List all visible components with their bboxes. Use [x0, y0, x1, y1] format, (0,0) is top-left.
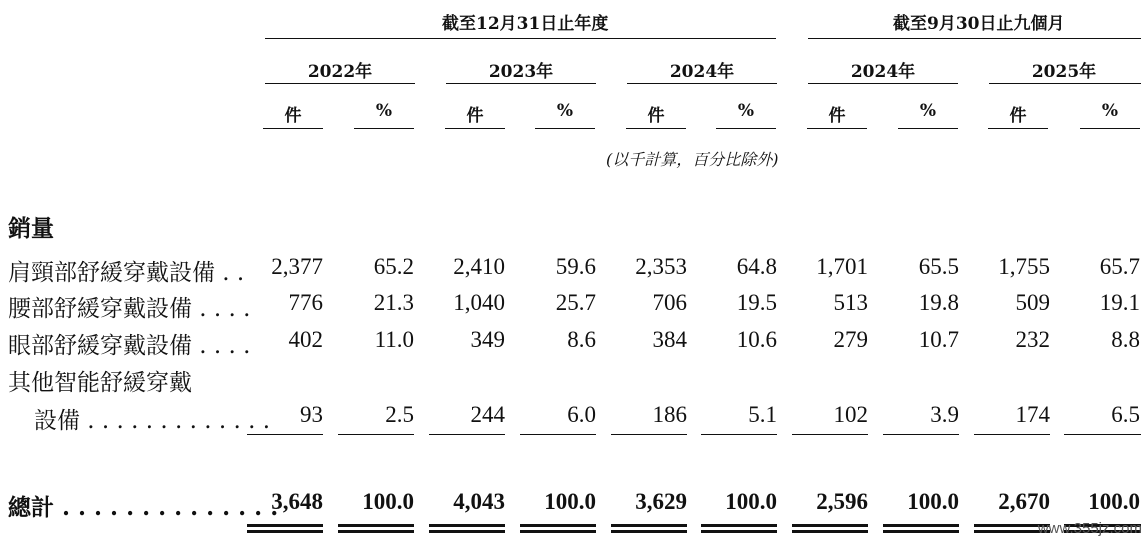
table-cell: 2.5 — [385, 402, 414, 427]
table-cell: 244 — [470, 402, 505, 427]
year-rule-2024 — [627, 83, 777, 84]
unit-note: (以千計算，百分比除外) — [606, 150, 779, 169]
total-cell: 2,596 — [816, 489, 868, 514]
unit-header: % — [375, 101, 393, 121]
subtotal-rule — [883, 434, 959, 435]
total-cell: 100.0 — [544, 489, 596, 514]
table-cell: 3.9 — [930, 402, 959, 427]
subtotal-rule — [520, 434, 596, 435]
table-cell: 19.1 — [1099, 290, 1140, 315]
table-cell: 186 — [652, 402, 687, 427]
total-label: 總計 . . . . . . . . . . . . . . — [8, 494, 279, 521]
total-double-rule — [792, 524, 868, 533]
table-cell: 93 — [300, 402, 323, 427]
unit-header: 件 — [1009, 106, 1027, 126]
total-double-rule — [883, 524, 959, 533]
table-cell: 10.6 — [736, 327, 777, 352]
table-cell: 25.7 — [555, 290, 596, 315]
year-rule-2024-nine-months — [808, 83, 958, 84]
unit-header: 件 — [828, 106, 846, 126]
total-double-rule — [701, 524, 777, 533]
table-cell: 2,377 — [271, 254, 323, 279]
year-header-2024-nine-months: 2024年 — [850, 62, 916, 82]
subtotal-rule — [429, 434, 505, 435]
group-header-nine-months-rule — [808, 38, 1141, 39]
year-header-2022: 2022年 — [307, 62, 373, 82]
total-cell: 3,629 — [635, 489, 687, 514]
watermark: www.355jz.com — [1037, 520, 1142, 537]
unit-header: % — [1101, 101, 1119, 121]
table-cell: 1,755 — [998, 254, 1050, 279]
subtotal-rule — [611, 434, 687, 435]
table-cell: 5.1 — [748, 402, 777, 427]
table-cell: 8.8 — [1111, 327, 1140, 352]
table-cell: 2,353 — [635, 254, 687, 279]
row-label: 腰部舒緩穿戴設備 . . . . — [8, 296, 251, 322]
row-label-continued: 設備 . . . . . . . . . . . . . — [34, 408, 271, 434]
unit-header: % — [919, 101, 937, 121]
table-cell: 384 — [652, 327, 687, 352]
unit-rule — [716, 128, 776, 129]
subtotal-rule — [338, 434, 414, 435]
table-cell: 21.3 — [373, 290, 414, 315]
table-cell: 402 — [288, 327, 323, 352]
total-cell: 3,648 — [271, 489, 323, 514]
year-header-2025: 2025年 — [1031, 62, 1097, 82]
year-rule-2023 — [446, 83, 596, 84]
table-cell: 8.6 — [567, 327, 596, 352]
table-cell: 64.8 — [736, 254, 777, 279]
subtotal-rule — [247, 434, 323, 435]
table-cell: 19.5 — [736, 290, 777, 315]
table-cell: 1,040 — [453, 290, 505, 315]
table-cell: 2,410 — [453, 254, 505, 279]
table-cell: 513 — [833, 290, 868, 315]
table-cell: 59.6 — [555, 254, 596, 279]
year-rule-2025 — [989, 83, 1141, 84]
total-double-rule — [247, 524, 323, 533]
unit-rule — [263, 128, 323, 129]
table-cell: 174 — [1015, 402, 1050, 427]
table-cell: 279 — [833, 327, 868, 352]
total-cell: 100.0 — [725, 489, 777, 514]
table-cell: 19.8 — [918, 290, 959, 315]
group-header-year-rule — [265, 38, 776, 39]
unit-rule — [535, 128, 595, 129]
year-header-2023: 2023年 — [488, 62, 554, 82]
unit-rule — [898, 128, 958, 129]
table-cell: 6.5 — [1111, 402, 1140, 427]
unit-rule — [1080, 128, 1140, 129]
unit-rule — [626, 128, 686, 129]
row-label: 其他智能舒緩穿戴 — [8, 370, 192, 396]
table-cell: 509 — [1015, 290, 1050, 315]
unit-header: 件 — [466, 106, 484, 126]
table-cell: 349 — [470, 327, 505, 352]
table-cell: 776 — [288, 290, 323, 315]
unit-rule — [807, 128, 867, 129]
table-cell: 65.7 — [1099, 254, 1140, 279]
total-double-rule — [338, 524, 414, 533]
total-cell: 100.0 — [907, 489, 959, 514]
table-cell: 232 — [1015, 327, 1050, 352]
subtotal-rule — [974, 434, 1050, 435]
year-header-2024: 2024年 — [669, 62, 735, 82]
table-cell: 65.2 — [373, 254, 414, 279]
table-cell: 6.0 — [567, 402, 596, 427]
row-label: 眼部舒緩穿戴設備 . . . . — [8, 333, 251, 359]
total-double-rule — [520, 524, 596, 533]
table-cell: 706 — [652, 290, 687, 315]
total-cell: 2,670 — [998, 489, 1050, 514]
unit-rule — [445, 128, 505, 129]
unit-rule — [988, 128, 1048, 129]
unit-header: % — [556, 101, 574, 121]
table-cell: 65.5 — [918, 254, 959, 279]
table-cell: 102 — [833, 402, 868, 427]
total-cell: 4,043 — [453, 489, 505, 514]
total-cell: 100.0 — [1088, 489, 1140, 514]
unit-header: % — [737, 101, 755, 121]
table-cell: 11.0 — [374, 327, 414, 352]
year-rule-2022 — [265, 83, 415, 84]
unit-rule — [354, 128, 414, 129]
row-label: 肩頸部舒緩穿戴設備 . . — [8, 260, 245, 286]
unit-header: 件 — [284, 106, 302, 126]
unit-header: 件 — [647, 106, 665, 126]
table-cell: 1,701 — [816, 254, 868, 279]
subtotal-rule — [1064, 434, 1141, 435]
table-cell: 10.7 — [918, 327, 959, 352]
subtotal-rule — [792, 434, 868, 435]
total-cell: 100.0 — [362, 489, 414, 514]
total-double-rule — [429, 524, 505, 533]
total-double-rule — [611, 524, 687, 533]
group-header-nine-months: 截至9月30日止九個月 — [893, 14, 1065, 34]
section-title: 銷量 — [8, 215, 54, 242]
subtotal-rule — [701, 434, 777, 435]
group-header-year: 截至12月31日止年度 — [442, 14, 609, 34]
